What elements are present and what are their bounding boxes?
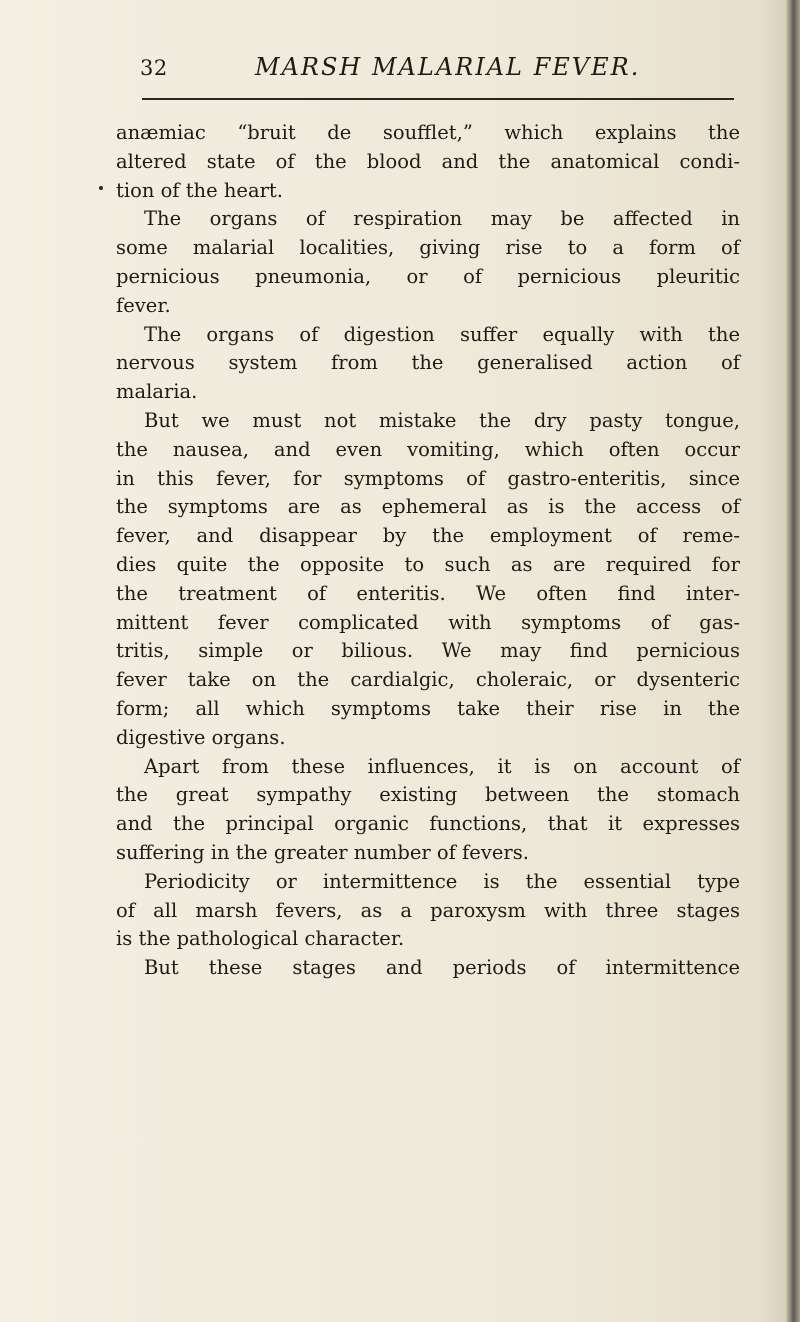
- text-line: the great sympathy existing between the stomach: [116, 783, 740, 807]
- text-line: Apart from these influences, it is on account of: [144, 754, 740, 778]
- text-line: and the principal organic functions, that it expresses: [116, 812, 740, 836]
- text-line: the nausea, and even vomiting, which often occur: [116, 437, 740, 461]
- text-line: altered state of the blood and the anatomical condi-: [116, 149, 740, 173]
- text-line: But we must not mistake the dry pasty tongue,: [144, 408, 740, 432]
- text-line: tritis, simple or bilious. We may find pernicious: [116, 639, 740, 663]
- page-header: [140, 53, 760, 85]
- text-line: anæmiac “bruit de soufflet,” which explains the: [116, 121, 740, 144]
- text-line: fever take on the cardialgic, choleraic, or dysenteric: [116, 668, 740, 692]
- text-line: fever, and disappear by the employment of reme-: [116, 524, 740, 548]
- text-line: pernicious pneumonia, or of pernicious pleuritic: [116, 264, 740, 288]
- text-line: is the pathological character.: [116, 927, 405, 951]
- text-line: the symptoms are as ephemeral as is the access of: [116, 495, 740, 519]
- ink-speck: [99, 186, 103, 190]
- header-rule: [142, 98, 734, 100]
- page-number: 32: [140, 56, 168, 80]
- text-line: in this fever, for symptoms of gastro-enteritis, since: [116, 466, 740, 490]
- text-line: But these stages and periods of intermittence: [144, 956, 740, 980]
- page-edge-shadow: [786, 0, 800, 1322]
- text-line: mittent fever complicated with symptoms of gas-: [116, 610, 740, 634]
- text-line: digestive organs.: [116, 725, 286, 749]
- text-line: The organs of digestion suffer equally with the: [144, 322, 740, 346]
- text-line: the treatment of enteritis. We often find inter-: [116, 581, 740, 605]
- text-line: The organs of respiration may be affected in: [144, 207, 740, 231]
- text-line: fever.: [116, 293, 171, 317]
- text-line: nervous system from the generalised action of: [116, 351, 740, 375]
- running-head: MARSH MALARIAL FEVER.: [255, 53, 641, 81]
- text-line: form; all which symptoms take their rise in the: [116, 696, 740, 720]
- text-line: malaria.: [116, 380, 198, 404]
- text-line: some malarial localities, giving rise to a form of: [116, 236, 740, 260]
- text-line: suffering in the greater number of fevers.: [116, 840, 529, 864]
- text-line: of all marsh fevers, as a paroxysm with three stages: [116, 898, 740, 922]
- body-text: [116, 119, 740, 980]
- text-line: tion of the heart.: [116, 178, 283, 202]
- text-line: dies quite the opposite to such as are required for: [116, 552, 740, 576]
- text-line: Periodicity or intermittence is the essential type: [144, 869, 740, 893]
